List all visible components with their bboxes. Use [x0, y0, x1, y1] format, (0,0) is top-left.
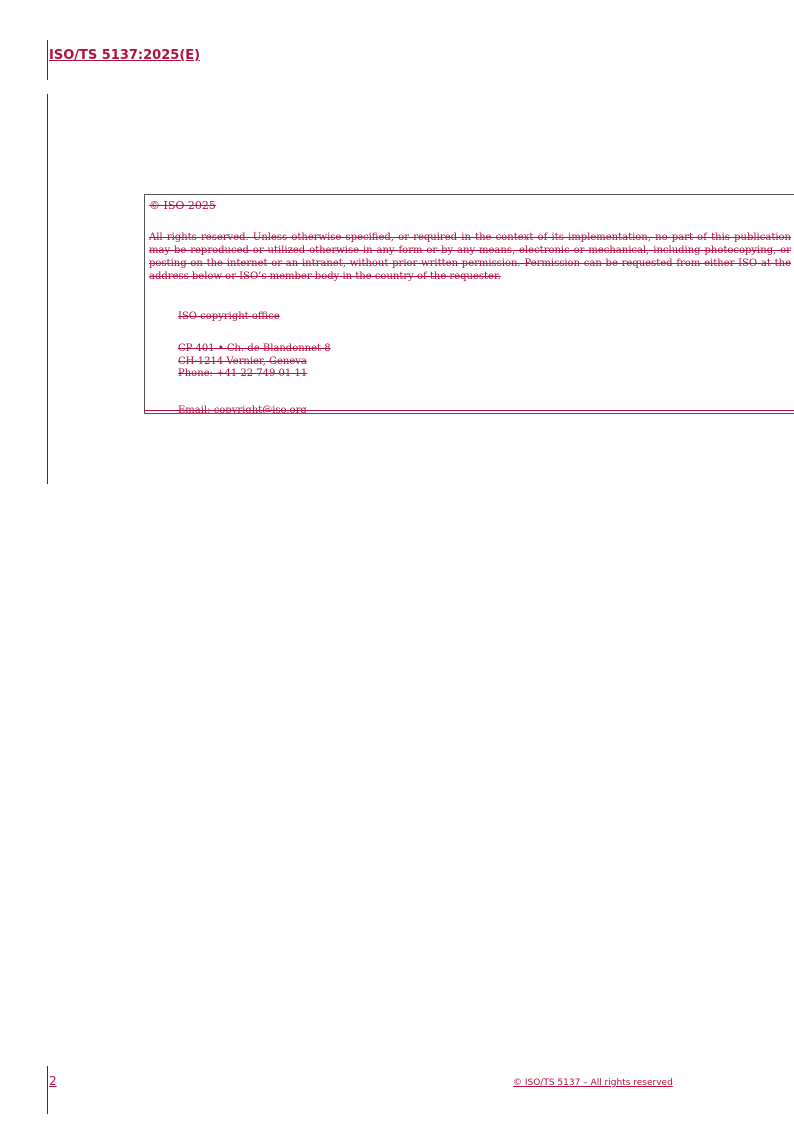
copyright-office: ISO copyright office — [178, 311, 280, 322]
divider — [144, 410, 794, 414]
revision-bar — [47, 1066, 48, 1114]
address-line: CH-1214 Vernier, Geneva — [178, 355, 307, 367]
phone-line: Phone: +41 22 749 01 11 — [178, 368, 308, 379]
revision-bar — [47, 94, 48, 484]
page-number: 2 — [49, 1074, 57, 1088]
address-line: CP 401 • Ch. de Blandonnet 8 — [178, 343, 331, 354]
document-identifier: ISO/TS 5137:2025(E) — [49, 48, 201, 63]
footer-copyright: © ISO/TS 5137 – All rights reserved — [513, 1078, 673, 1088]
email-line: Email: copyright@iso.org — [178, 405, 307, 414]
revision-bar — [47, 40, 48, 80]
copyright-notice-box — [144, 194, 794, 414]
copyright-paragraph: All rights reserved. Unless otherwise specified, or required in the context of its implementation, no part of this publication may be reproduced or utilized otherwise in any form or by any means, electronic or mechanical, including photocopying, or posting on the internet or an intranet, without prior written permission. Permission can be requested from either ISO at the address below or ISO’s member body in the country of the requester. — [149, 232, 791, 282]
copyright-title: © ISO 2025 — [149, 199, 216, 212]
address-block — [178, 343, 331, 381]
